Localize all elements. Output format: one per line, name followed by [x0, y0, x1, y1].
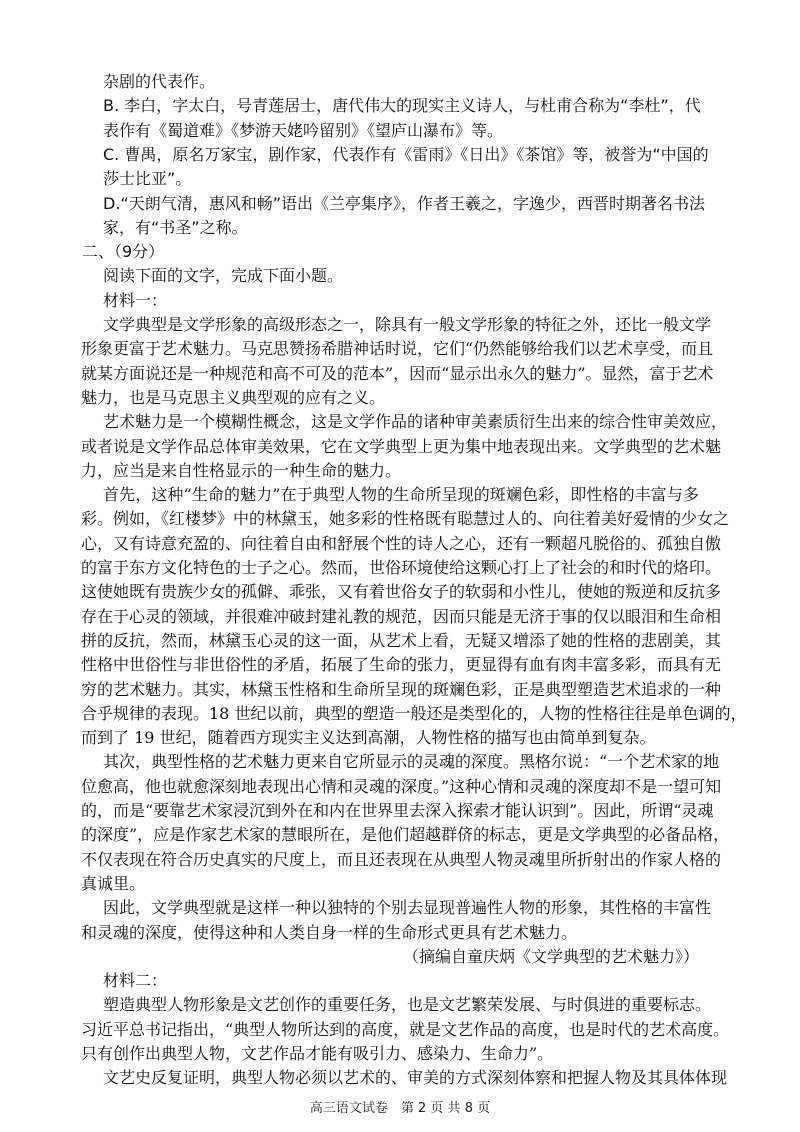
- text-line: 性格中世俗性与非世俗性的矛盾，拓展了生命的张力，更显得有血有肉丰富多彩，而具有无: [81, 655, 722, 675]
- text-line: 而到了 19 世纪，随着西方现实主义达到高潮，人物性格的描写也由简单到复杂。: [81, 728, 656, 748]
- text-line: 的富于东方文化特色的士子之心。然而，世俗环境使给这颗心打上了社会的和时代的烙印。: [81, 558, 722, 577]
- text-line: 文艺史反复证明，典型人物必须以艺术的、审美的方式深刻体察和把握人物及其具体体现: [103, 1068, 728, 1088]
- section-heading: 二、（9分）: [82, 242, 165, 262]
- text-line: 习近平总书记指出，“典型人物所达到的高度，就是文艺作品的高度，也是时代的艺术高度。: [81, 1019, 730, 1039]
- text-line: 不仅表现在符合历史真实的尺度上，而且还表现在从典型人物灵魂里所折射出的作家人格的: [81, 849, 722, 869]
- text-line: 力，应当是来自性格显示的一种生命的魅力。: [81, 460, 402, 480]
- text-line: 莎士比亚”。: [103, 169, 192, 189]
- text-line: 彩。例如，《红楼梦》中的林黛玉，她多彩的性格既有聪慧过人的、向往着美好爱情的少女之: [81, 509, 730, 529]
- text-line: 塑造典型人物形象是文艺创作的重要任务，也是文艺繁荣发展、与时俱进的重要标志。: [103, 995, 712, 1015]
- source-citation: （摘编自童庆炳《文学典型的艺术魅力》）: [402, 946, 699, 966]
- text-line: 魅力，也是马克思主义典型观的应有之义。: [81, 387, 386, 407]
- text-line: 和灵魂的深度，使得这种和人类自身一样的生命形式更具有艺术魅力。: [81, 922, 578, 942]
- text-line: 或者说是文学作品总体审美效果，它在文学典型上更为集中地表现出来。文学典型的艺术魅: [81, 436, 722, 456]
- text-line: 心，又有诗意充盈的、向往着自由和舒展个性的诗人之心，还有一颗超凡脱俗的、孤独自傲: [81, 533, 722, 553]
- text-line: 家，有“书圣”之称。: [103, 217, 248, 237]
- text-line: B. 李白，字太白，号青莲居士，唐代伟大的现实主义诗人，与杜甫合称为“李杜”，代: [103, 96, 701, 116]
- text-line: 位愈高，他也就愈深刻地表现出心情和灵魂的深度。”这种心情和灵魂的深度却不是一望可知: [81, 776, 722, 796]
- text-line: 真诚里。: [81, 873, 146, 893]
- text-line: 就某方面说还是一种规范和高不可及的范本”，因而“显示出永久的魅力”。显然，富于艺术: [81, 363, 714, 383]
- text-line: 首先，这种“生命的魅力”在于典型人物的生命所呈现的斑斓色彩，即性格的丰富与多: [103, 485, 699, 505]
- text-line: 形象更富于艺术魅力。马克思赞扬希腊神话时说，它们“仍然能够给我们以艺术享受，而且: [81, 339, 714, 359]
- instruction: 阅读下面的文字，完成下面小题。: [103, 266, 344, 286]
- text-line: C. 曹禺，原名万家宝，剧作家，代表作有《雷雨》《日出》《茶馆》等，被誉为“中国的: [103, 144, 709, 164]
- page-footer: 高三语文试卷 第 2 页 共 8 页: [309, 1100, 491, 1116]
- text-line: 这使她既有贵族少女的孤僻、乖张，又有着世俗女子的软弱和小性儿，使她的叛逆和反抗多: [81, 582, 722, 602]
- text-line: 合乎规律的表现。18 世纪以前，典型的塑造一般还是类型化的，人物的性格往往是单色调的，: [81, 703, 747, 723]
- text-line: 表作有《蜀道难》《梦游天姥吟留别》《望庐山瀑布》等。: [103, 120, 504, 140]
- text-line: 艺术魅力是一个模糊性概念，这是文学作品的诸种审美素质衍生出来的综合性审美效应，: [103, 412, 728, 432]
- text-line: 只有创作出典型人物，文艺作品才能有吸引力、感染力、生命力”。: [81, 1044, 554, 1063]
- text-line: 杂剧的代表作。: [103, 72, 216, 91]
- text-line: 因此，文学典型就是这样一种以独特的个别去显现普遍性人物的形象，其性格的丰富性: [103, 898, 712, 918]
- material-label: 材料二：: [103, 971, 168, 991]
- material-label: 材料一：: [103, 290, 168, 310]
- text-line: D.“天朗气清，惠风和畅”语出《兰亭集序》，作者王羲之，字逸少，西晋时期著名书法: [103, 193, 705, 213]
- text-line: 存在于心灵的领域，并很难冲破封建礼教的规范，因而只能是无济于事的仅以眼泪和生命相: [81, 606, 722, 626]
- text-line: 的深度”，应是作家艺术家的慧眼所在，是他们超越群侪的标志，更是文学典型的必备品格，: [81, 825, 730, 845]
- text-line: 其次，典型性格的艺术魅力更来自它所显示的灵魂的深度。黑格尔说：“一个艺术家的地: [103, 752, 720, 772]
- text-line: 穷的艺术魅力。其实，林黛玉性格和生命所呈现的斑斓色彩，正是典型塑造艺术追求的一种: [81, 679, 722, 699]
- text-line: 拼的反抗，然而，林黛玉心灵的这一面，从艺术上看，无疑又增添了她的性格的悲剧美，其: [81, 630, 722, 650]
- text-line: 的，而是“要靠艺术家浸沉到外在和内在世界里去深入探索才能认识到”。因此，所谓“灵魂: [81, 801, 714, 820]
- text-line: 文学典型是文学形象的高级形态之一，除具有一般文学形象的特征之外，还比一般文学: [103, 315, 712, 334]
